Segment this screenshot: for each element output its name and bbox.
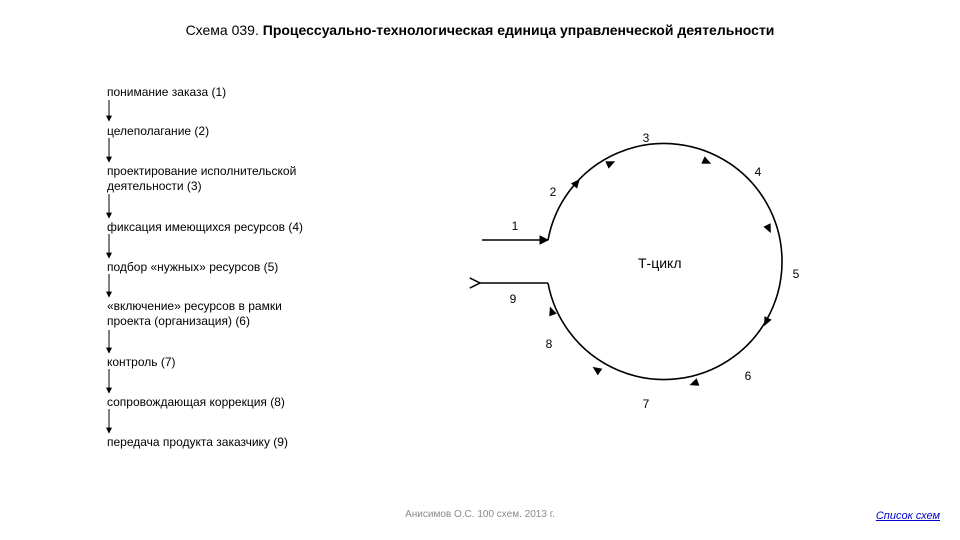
step-item: контроль (7): [107, 355, 176, 369]
title-main: Процессуально-технологическая единица управленческой деятельности: [262, 22, 775, 38]
cycle-arrowhead: [590, 364, 602, 376]
cycle-number: 6: [744, 369, 752, 383]
t-cycle: [480, 143, 782, 379]
cycle-number: 3: [642, 131, 650, 145]
footer-credit: Анисимов О.С. 100 схем. 2013 г.: [405, 509, 555, 520]
step-item: фиксация имеющихся ресурсов (4): [107, 220, 304, 234]
cycle-label: Т-цикл: [638, 255, 682, 271]
cycle-number: 7: [642, 397, 650, 411]
cycle-arrowheads: [546, 156, 774, 388]
step-item: подбор «нужных» ресурсов (5): [107, 260, 279, 274]
cycle-arrowhead: [605, 158, 617, 169]
step-item: сопровождающая коррекция (8): [107, 395, 285, 409]
cycle-number: 8: [545, 337, 553, 351]
cycle-number: 5: [792, 267, 800, 281]
cycle-number: 1: [511, 219, 519, 233]
schemes-list-link[interactable]: Список схем: [875, 510, 940, 522]
cycle-arrowhead: [701, 156, 713, 167]
cycle-number: 2: [549, 185, 557, 199]
step-item: понимание заказа (1): [107, 85, 227, 99]
cycle-number: 4: [754, 165, 762, 179]
step-item: «включение» ресурсов в рамки проекта (организация) (6): [107, 299, 282, 328]
cycle-arrowhead: [688, 378, 699, 389]
cycle-arrowhead: [763, 223, 774, 235]
title-prefix: Схема 039.: [185, 22, 263, 38]
step-item: проектирование исполнительской деятельности (3): [107, 164, 297, 193]
step-item: целеполагание (2): [107, 124, 210, 138]
cycle-number: 9: [509, 292, 517, 306]
step-item: передача продукта заказчику (9): [107, 435, 288, 449]
